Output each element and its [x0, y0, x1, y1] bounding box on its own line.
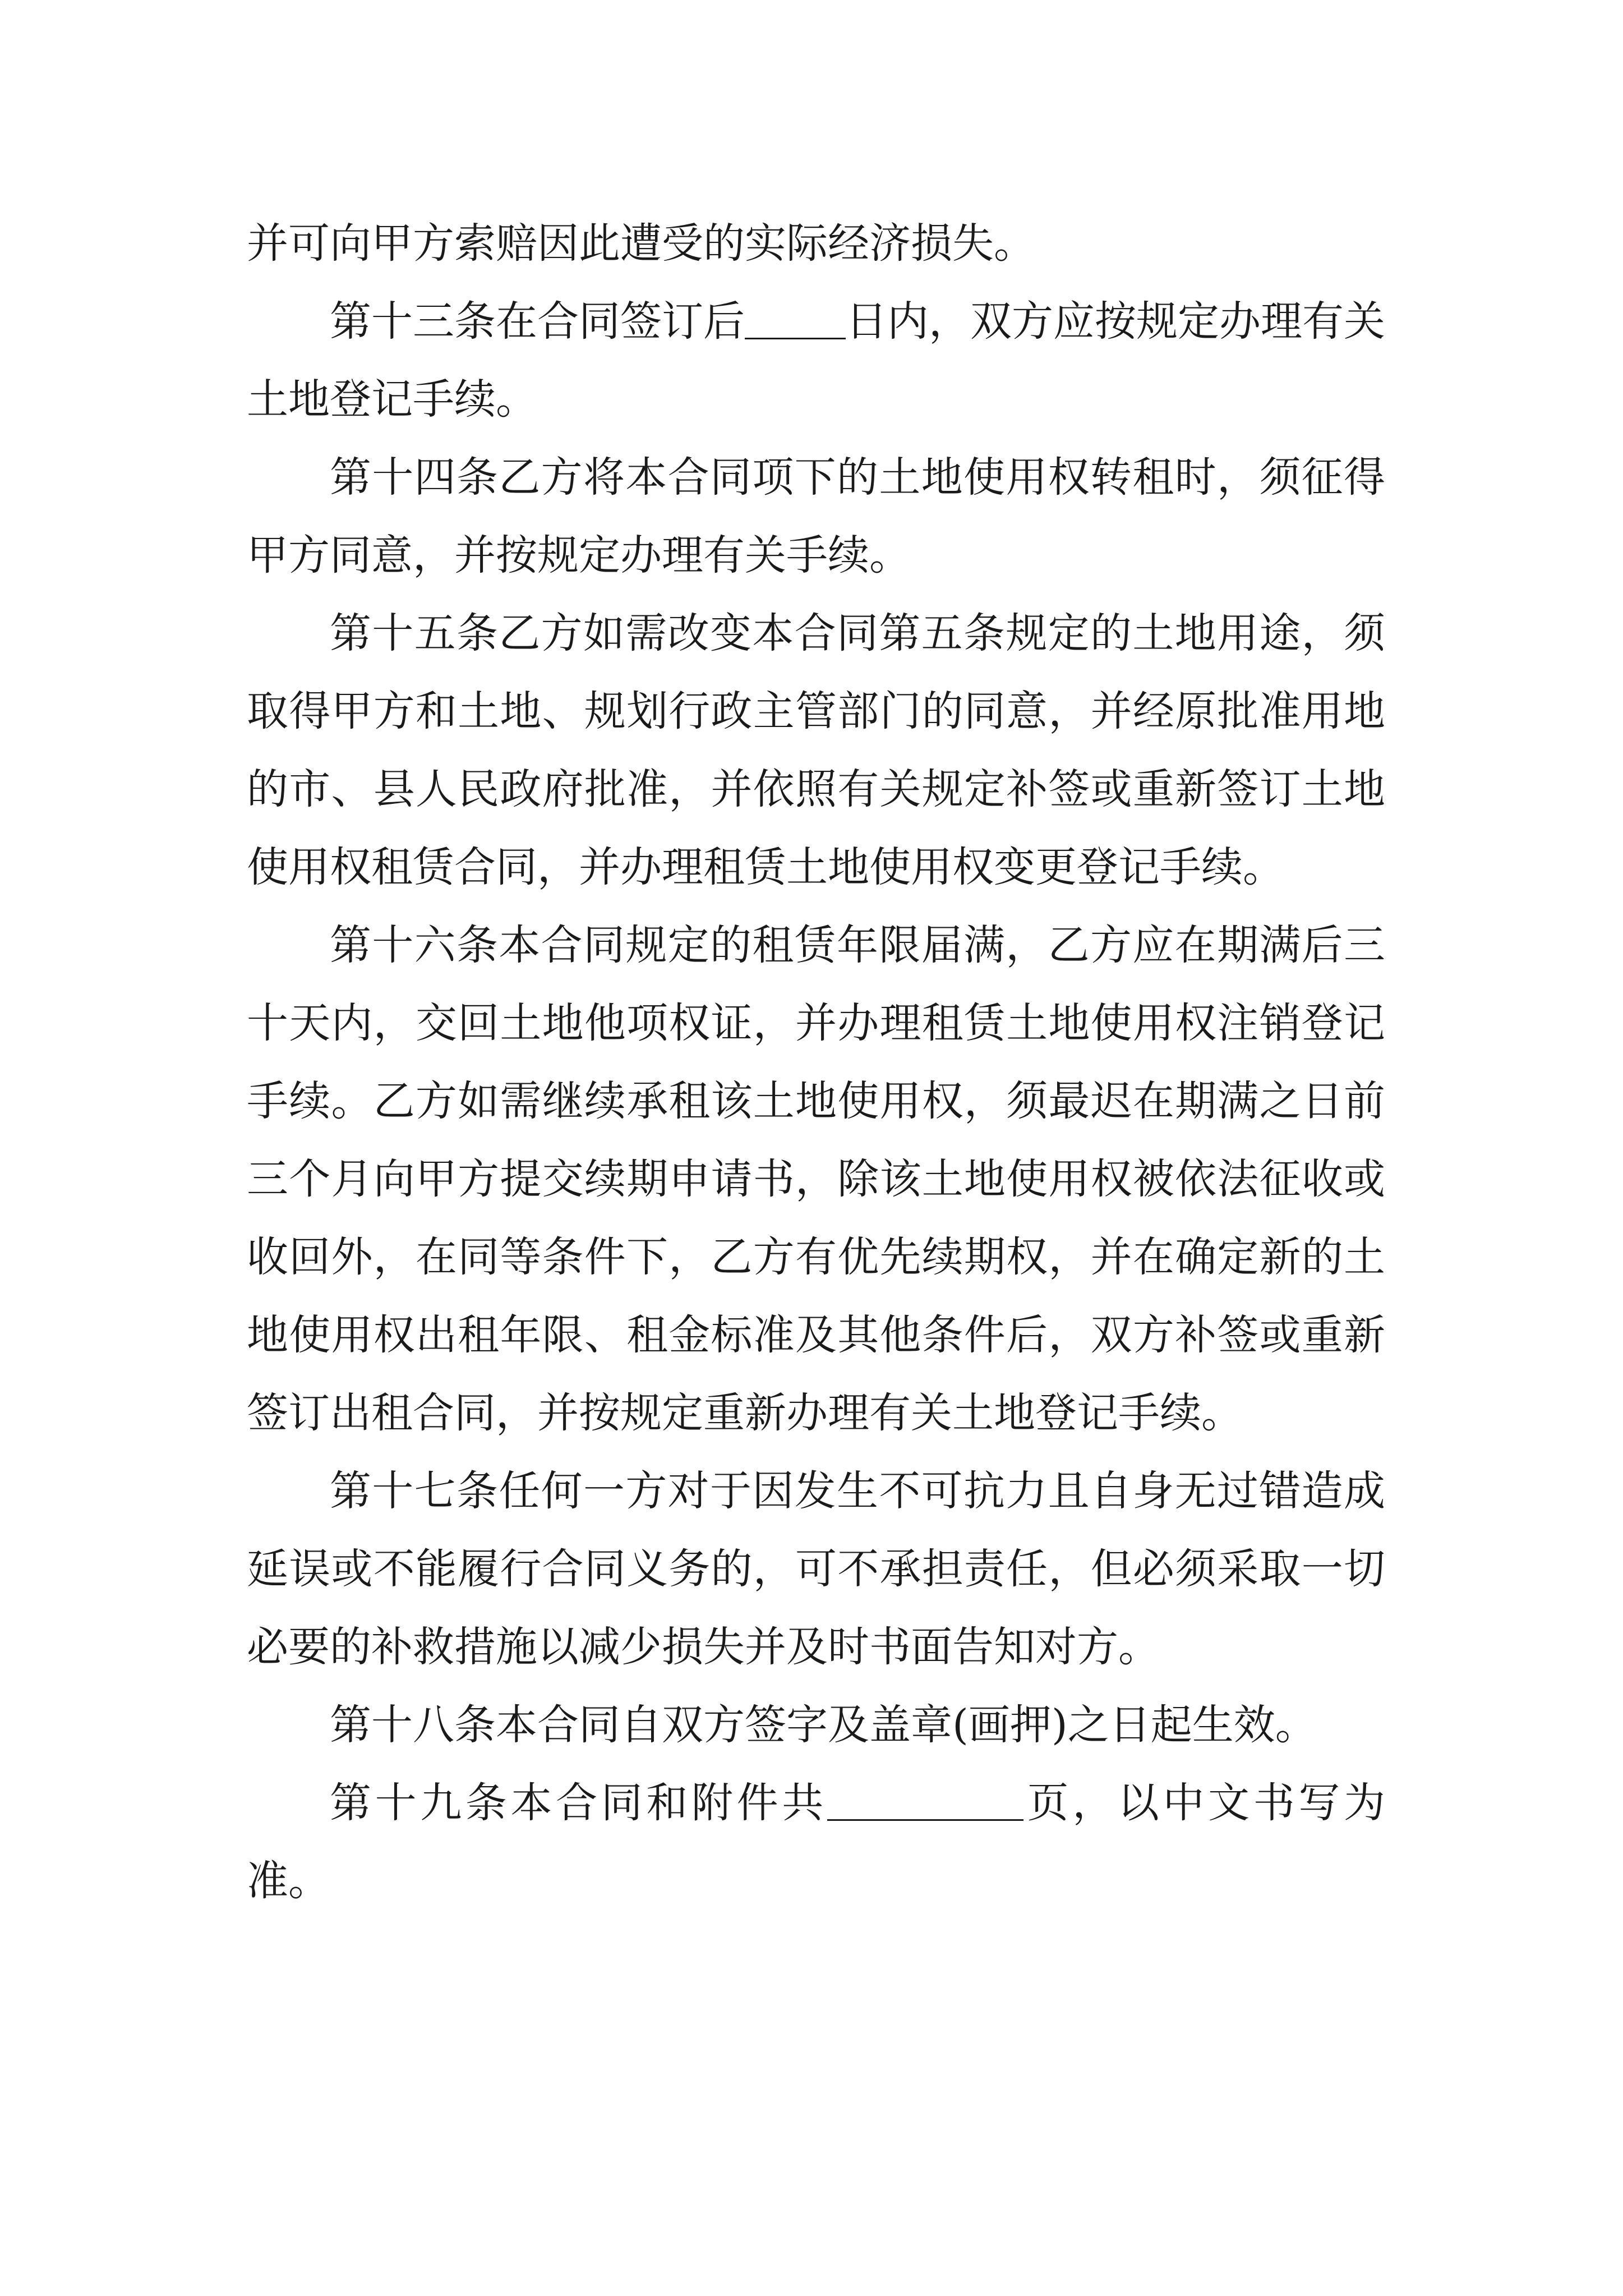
article-19-text-start: 第十九条本合同和附件共	[330, 1779, 827, 1827]
pages-blank-field	[827, 1778, 1023, 1821]
article-18: 第十八条本合同自双方签字及盖章(画押)之日起生效。	[330, 1701, 1317, 1749]
article-13-text-start: 第十三条在合同签订后	[330, 297, 745, 346]
article-19	[247, 1764, 1385, 1920]
document-body	[247, 205, 1385, 1920]
article-15: 第十五条乙方如需改变本合同第五条规定的土地用途，须取得甲方和土地、规划行政主管部门的同意，并经原批准用地的市、县人民政府批准，并依照有关规定补签或重新签订土地使用权租赁合同，并办理租赁土地使用权变更登记手续。	[247, 609, 1385, 891]
article-19-text-end: 页，以中文书写为准。	[247, 1779, 1386, 1905]
article-13-text-end: 日内，双方应按规定办理有关土地登记手续。	[247, 297, 1385, 424]
article-17: 第十七条任何一方对于因发生不可抗力且自身无过错造成延误或不能履行合同义务的，可不承担责任，但必须采取一切必要的补救措施以减少损失并及时书面告知对方。	[247, 1467, 1385, 1671]
article-16: 第十六条本合同规定的租赁年限届满，乙方应在期满后三十天内，交回土地他项权证，并办理租赁土地使用权注销登记手续。乙方如需继续承租该土地使用权，须最迟在期满之日前三个月向甲方提交续期申请书，除该土地使用权被依法征收或收回外，在同等条件下，乙方有优先续期权，并在确定新的土地使用权出租年限、租金标准及其他条件后，双方补签或重新签订出租合同，并按规定重新办理有关土地登记手续。	[247, 921, 1385, 1437]
days-blank-field	[745, 296, 846, 339]
paragraph-continuation: 并可向甲方索赔因此遭受的实际经济损失。	[247, 219, 1035, 268]
article-13	[247, 283, 1385, 439]
article-14: 第十四条乙方将本合同项下的土地使用权转租时，须征得甲方同意，并按规定办理有关手续。	[247, 453, 1385, 579]
